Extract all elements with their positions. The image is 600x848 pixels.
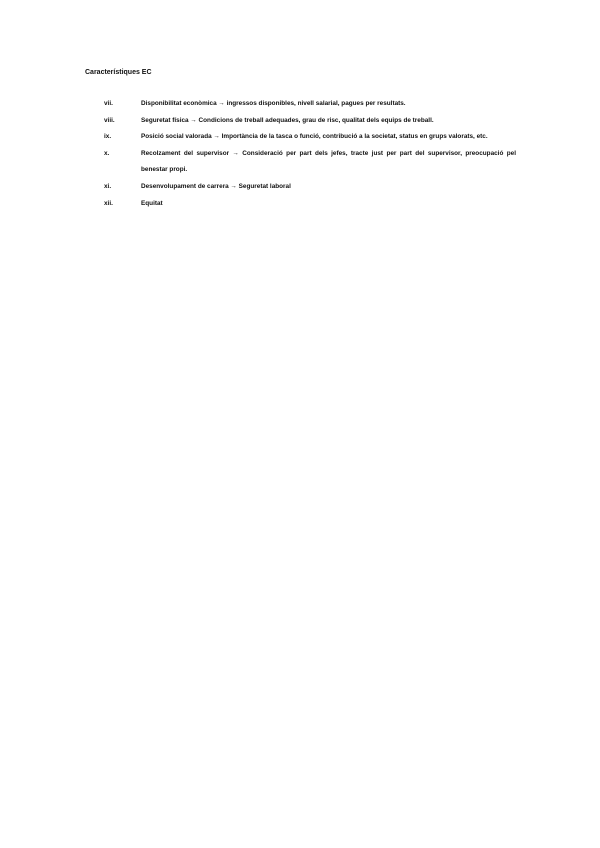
- list-item-number: ix.: [104, 133, 112, 141]
- list-item-text: Disponibilitat econòmica → ingressos disponibles, nivell salarial, pagues per resultats.: [141, 100, 406, 107]
- roman-numeral-list: [104, 96, 516, 212]
- list-item: [104, 113, 516, 130]
- list-item: [104, 196, 516, 213]
- list-item-text: Seguretat física → Condicions de treball adequades, grau de risc, qualitat dels equips de treball.: [141, 116, 434, 124]
- list-item-number: xii.: [104, 199, 113, 207]
- list-item-text: Recolzament del supervisor → Consideració per part dels jefes, tracte just per part del supervisor, preocupació pel benestar propi.: [141, 149, 516, 174]
- section-heading: Característiques EC: [85, 69, 152, 76]
- list-item-number: xi.: [104, 182, 112, 190]
- list-item-number: viii.: [104, 116, 115, 124]
- list-item-text: Desenvolupament de carrera → Seguretat laboral: [141, 182, 291, 190]
- list-item: [104, 96, 516, 113]
- list-item-number: vii.: [104, 100, 113, 107]
- list-item-text: Equitat: [141, 199, 163, 207]
- list-item: [104, 129, 516, 146]
- list-item-text: Posició social valorada → Importància de la tasca o funció, contribució a la societat, status en grups valorats, etc.: [141, 133, 488, 141]
- list-item-number: x.: [104, 149, 110, 157]
- list-item: [104, 179, 516, 196]
- list-item: [104, 146, 516, 179]
